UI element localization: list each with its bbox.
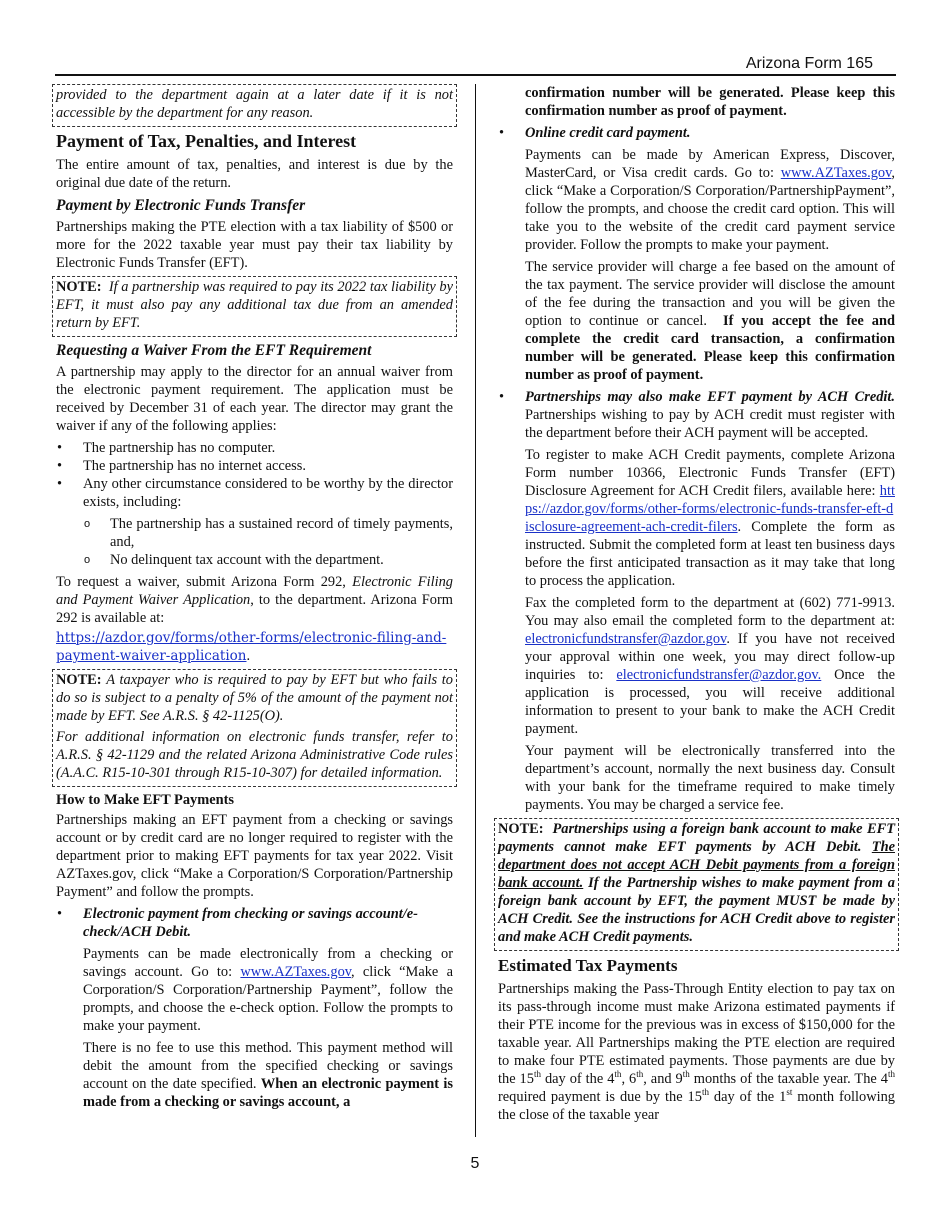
sup: th — [682, 1069, 690, 1080]
heading-waiver: Requesting a Waiver From the EFT Requirement — [56, 342, 372, 359]
heading-how: How to Make EFT Payments — [56, 792, 235, 808]
request-text-2: , to the department. Arizona Form 292 is available at: — [56, 592, 453, 626]
continued-note-box — [52, 84, 457, 127]
link-period: . — [246, 648, 251, 664]
request-text: To request a waiver, submit Arizona Form 292, — [56, 574, 346, 590]
cc-text-2: , click “Make a Corporation/S Corporation/PartnershipPayment”, follow the prompts, and choose the credit card option. This will take you to the website of the credit card payment service provider. Follow the prompts to make your payment. — [525, 165, 895, 253]
continued-note-text: provided to the department again at a later date if it is not accessible by the department for any reason. — [56, 87, 453, 121]
bullet-dot: • — [499, 125, 505, 141]
sup: th — [887, 1069, 895, 1080]
sup: th — [701, 1087, 709, 1098]
form-title: Arizona Form 165 — [745, 55, 873, 72]
est-text: Partnerships making the Pass-Through Entity election to pay tax on its pass-through income must make Arizona estimated payments if their PTE income for the previous was in excess of $150,000 for the taxable year. All Partnerships making the PTE election are required to make four PTE estimated payments. Those payments are due by the 15 — [498, 981, 895, 1087]
bullet-echeck — [56, 905, 453, 1111]
note-label: NOTE: — [56, 279, 102, 295]
para-ach — [525, 388, 895, 442]
heading-estimated: Estimated Tax Payments — [498, 956, 678, 975]
bullet-echeck-title: Electronic payment from checking or savings account/e-check/ACH Debit. — [83, 906, 418, 940]
sub-list-item: o No delinquent tax account with the department. — [83, 551, 453, 569]
column-divider — [475, 84, 476, 1137]
para-eft: Partnerships making the PTE election with a tax liability of $500 or more for the 2022 taxable year must pay their tax liability by Electronic Funds Transfer (EFT). — [56, 219, 453, 271]
para-waiver-link — [56, 629, 453, 665]
email-link-followup[interactable]: electronicfundstransfer@azdor.gov. — [616, 667, 822, 683]
waiver-list — [56, 439, 453, 511]
note-text: If a partnership was required to pay its 2022 tax liability by EFT, it must also pay any additional tax due from an amended return by EFT. — [56, 279, 453, 331]
para-fax — [525, 594, 895, 738]
echeck-text: Payments can be made electronically from a checking or savings account. Go to: — [83, 946, 453, 980]
bullet-dot: • — [499, 389, 505, 405]
register-text-2: . Complete the form as instructed. Submit the completed form at least ten business days before the first anticipated transaction as it may take that long to process the application. — [525, 519, 895, 589]
note-box-foreign-bank — [494, 818, 899, 951]
bullet-dot: • — [57, 906, 63, 922]
ach-form-link[interactable]: https://azdor.gov/forms/other-forms/electronic-funds-transfer-eft-disclosure-agreement-ach-credit-filers — [525, 483, 895, 535]
aztaxes-link[interactable]: www.AZTaxes.gov — [240, 964, 352, 980]
left-column — [56, 84, 453, 1115]
note-label: NOTE: — [56, 672, 102, 688]
est-text: required payment is due by the 15 — [498, 1089, 702, 1105]
note-penalty — [56, 671, 453, 725]
para-cc — [525, 146, 895, 254]
list-item: • The partnership has no computer. — [56, 439, 453, 457]
bullet-ach-credit — [498, 388, 895, 814]
waiver-application-link[interactable]: https://azdor.gov/forms/other-forms/electronic-filing-and-payment-waiver-application — [56, 630, 447, 664]
note-amended — [56, 278, 453, 332]
bullet-credit-card — [498, 124, 895, 384]
continued-confirmation: confirmation number will be generated. Please keep this confirmation number as proof of payment. — [525, 85, 895, 119]
sub-list-item: o The partnership has a sustained record of timely payments, and, — [83, 515, 453, 551]
form-292-title: Electronic Filing and Payment Waiver Application — [56, 574, 453, 608]
fax-text: Fax the completed form to the department at (602) 771-9913. You may also email the completed form to the department at: — [525, 595, 895, 629]
sup: st — [786, 1087, 793, 1098]
para-fee — [525, 258, 895, 384]
para-nofee — [83, 1039, 453, 1111]
echeck-text-2: , click “Make a Corporation/S Corporation/Partnership Payment”, follow the prompts, and choose the e-check option. Follow the prompts to make your payment. — [83, 964, 453, 1034]
para-how: Partnerships making an EFT payment from a checking or savings account or by credit card are no longer required to register with the department prior to making EFT payments for tax year 2022. Visit AZTaxes.gov, click “Make a Corporation/S Corporation/Partnership Payment” and follow the prompts. — [56, 812, 453, 900]
sup: th — [533, 1069, 541, 1080]
list-item: • The partnership has no internet access. — [56, 457, 453, 475]
fax-text-2: . If you have not received your approval within one week, you may direct follow-up inquiries to: — [525, 631, 895, 683]
list-item: • Any other circumstance considered to be worthy by the director exists, including: — [56, 475, 453, 511]
fee-bold: If you accept the fee and complete the credit card transaction, a confirmation number will be generated. Please keep this confirmation number as proof of payment. — [525, 313, 895, 383]
para-estimated — [498, 980, 895, 1124]
cc-text: Payments can be made by American Express, Discover, MasterCard, or Visa credit cards. Go to: — [525, 147, 895, 181]
register-text: To register to make ACH Credit payments, complete Arizona Form number 10366, Electronic Funds Transfer (EFT) Disclosure Agreement for ACH Credit filers, available here: — [525, 447, 895, 499]
note-label: NOTE: — [498, 821, 544, 837]
para-request — [56, 573, 453, 627]
para-echeck — [83, 945, 453, 1035]
est-text: , 6 — [621, 1071, 637, 1087]
note-additional-info: For additional information on electronic funds transfer, refer to A.R.S. § 42-1129 and the related Arizona Administrative Code rules (A.A.C. R15-10-301 through R15-10-307) for detailed information. — [56, 729, 453, 781]
note-text: Partnerships using a foreign bank account to make EFT payments cannot make EFT payments by ACH Debit. — [498, 821, 895, 855]
note-box-amended — [52, 276, 457, 337]
fax-text-3: Once the application is processed, you will receive additional information to present to your bank to make the ACH Credit payment. — [525, 667, 895, 737]
fee-text: The service provider will charge a fee based on the amount of the tax payment. The service provider will disclose the amount of the fee during the transaction and you will be given the option to continue or cancel. — [525, 259, 895, 329]
note-text: A taxpayer who is required to pay by EFT but who fails to do so is subject to a penalty of 5% of the amount of the payment not made by EFT. See A.R.S. § 42-1125(O). — [56, 672, 453, 724]
waiver-sublist — [83, 515, 453, 569]
est-text: month following the close of the taxable year — [498, 1089, 895, 1123]
para-waiver: A partnership may apply to the director for an annual waiver from the electronic payment requirement. The application must be received by December 31 of each year. The director may grant the waiver if any of the following applies: — [56, 364, 453, 434]
heading-payment: Payment of Tax, Penalties, and Interest — [56, 131, 357, 151]
est-text: day of the 1 — [708, 1089, 787, 1105]
note-box-penalty — [52, 669, 457, 787]
bullet-ach-title: Partnerships may also make EFT payment by ACH Credit. — [525, 389, 895, 405]
sup: th — [614, 1069, 622, 1080]
est-text: , and 9 — [643, 1071, 683, 1087]
est-text: day of the 4 — [540, 1071, 615, 1087]
note-underlined: The department does not accept ACH Debit payments from a foreign bank account. — [498, 839, 895, 891]
para-register — [525, 446, 895, 590]
ach-text: Partnerships wishing to pay by ACH credit must register with the department before their ACH payment will be accepted. — [525, 407, 895, 441]
header-rule — [55, 74, 896, 76]
para-payment: The entire amount of tax, penalties, and interest is due by the original due date of the return. — [56, 157, 453, 191]
nofee-text: There is no fee to use this method. This payment method will debit the amount from the specified checking or savings account on the date specified. — [83, 1040, 453, 1092]
heading-eft: Payment by Electronic Funds Transfer — [56, 197, 306, 214]
note-foreign-bank — [498, 820, 895, 946]
email-link[interactable]: electronicfundstransfer@azdor.gov — [525, 631, 727, 647]
aztaxes-link[interactable]: www.AZTaxes.gov — [780, 165, 892, 181]
sup: th — [636, 1069, 644, 1080]
para-transfer: Your payment will be electronically transferred into the department’s account, normally the next business day. Consult with your bank for the timeframe required to make timely payments. You may be charged a service fee. — [525, 743, 895, 813]
nofee-bold: When an electronic payment is made from a checking or savings account, a — [83, 1076, 453, 1110]
right-column — [498, 84, 895, 1128]
bullet-cc-title: Online credit card payment. — [525, 125, 691, 141]
page-number: 5 — [470, 1155, 480, 1172]
note-text-2: If the Partnership wishes to make payment from a foreign bank account by EFT, the payment MUST be made by ACH Credit. See the instructions for ACH Credit above to register and make ACH Credit payments. — [498, 875, 896, 945]
est-text: months of the taxable year. The 4 — [689, 1071, 888, 1087]
